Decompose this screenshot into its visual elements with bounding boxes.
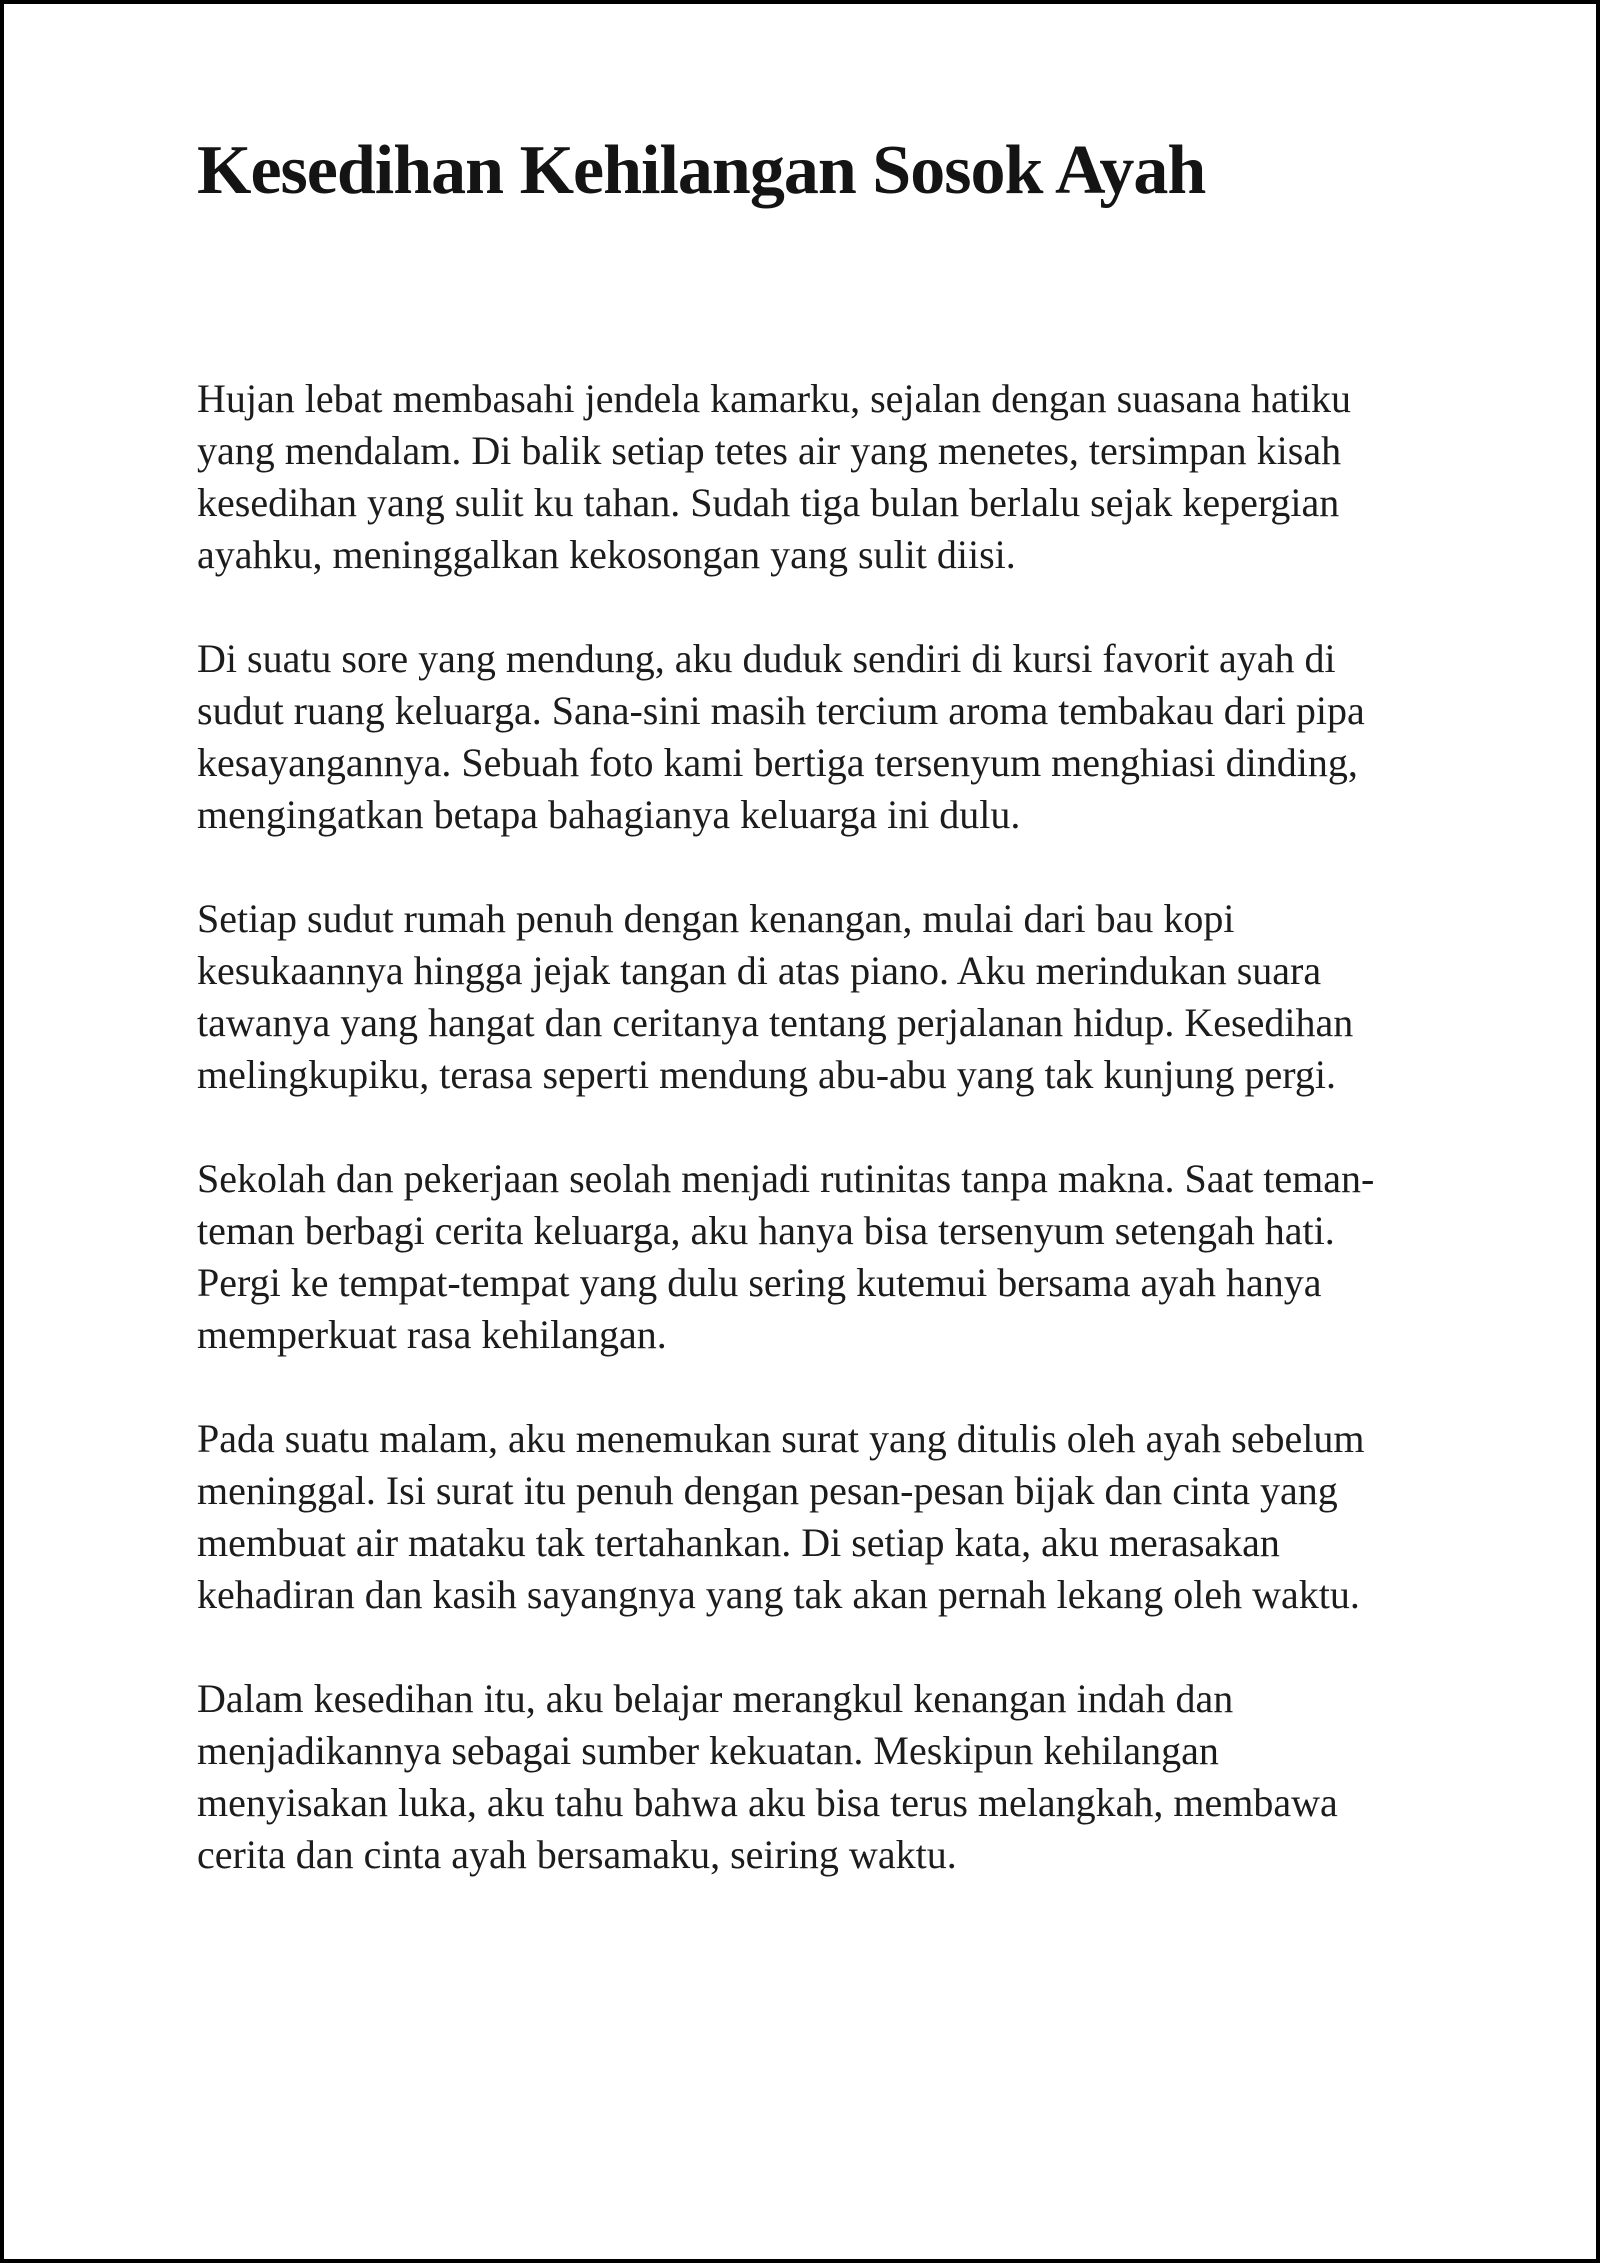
paragraph: Sekolah dan pekerjaan seolah menjadi rutinitas tanpa makna. Saat teman-teman berbagi cerita keluarga, aku hanya bisa tersenyum setengah hati. Pergi ke tempat-tempat yang dulu sering kutemui bersama ayah hanya memperkuat rasa kehilangan. bbox=[197, 1156, 1375, 1357]
paragraph: Setiap sudut rumah penuh dengan kenangan, mulai dari bau kopi kesukaannya hingga jejak tangan di atas piano. Aku merindukan suara tawanya yang hangat dan ceritanya tentang perjalanan hidup. Kesedihan melingkupiku, terasa seperti mendung abu-abu yang tak kunjung pergi. bbox=[197, 896, 1354, 1097]
page-title: Kesedihan Kehilangan Sosok Ayah bbox=[197, 132, 1206, 209]
paragraph: Pada suatu malam, aku menemukan surat yang ditulis oleh ayah sebelum meninggal. Isi surat itu penuh dengan pesan-pesan bijak dan cinta yang membuat air mataku tak tertahankan. Di setiap kata, aku merasakan kehadiran dan kasih sayangnya yang tak akan pernah lekang oleh waktu. bbox=[197, 1416, 1365, 1617]
paragraph: Di suatu sore yang mendung, aku duduk sendiri di kursi favorit ayah di sudut ruang keluarga. Sana-sini masih tercium aroma tembakau dari pipa kesayangannya. Sebuah foto kami bertiga tersenyum menghiasi dinding, mengingatkan betapa bahagianya keluarga ini dulu. bbox=[197, 636, 1365, 837]
document-content bbox=[4, 129, 1596, 1881]
paragraph: Hujan lebat membasahi jendela kamarku, sejalan dengan suasana hatiku yang mendalam. Di balik setiap tetes air yang menetes, tersimpan kisah kesedihan yang sulit ku tahan. Sudah tiga bulan berlalu sejak kepergian ayahku, meninggalkan kekosongan yang sulit diisi. bbox=[197, 376, 1352, 577]
paragraph: Dalam kesedihan itu, aku belajar merangkul kenangan indah dan menjadikannya sebagai sumber kekuatan. Meskipun kehilangan menyisakan luka, aku tahu bahwa aku bisa terus melangkah, membawa cerita dan cinta ayah bersamaku, seiring waktu. bbox=[197, 1676, 1338, 1877]
